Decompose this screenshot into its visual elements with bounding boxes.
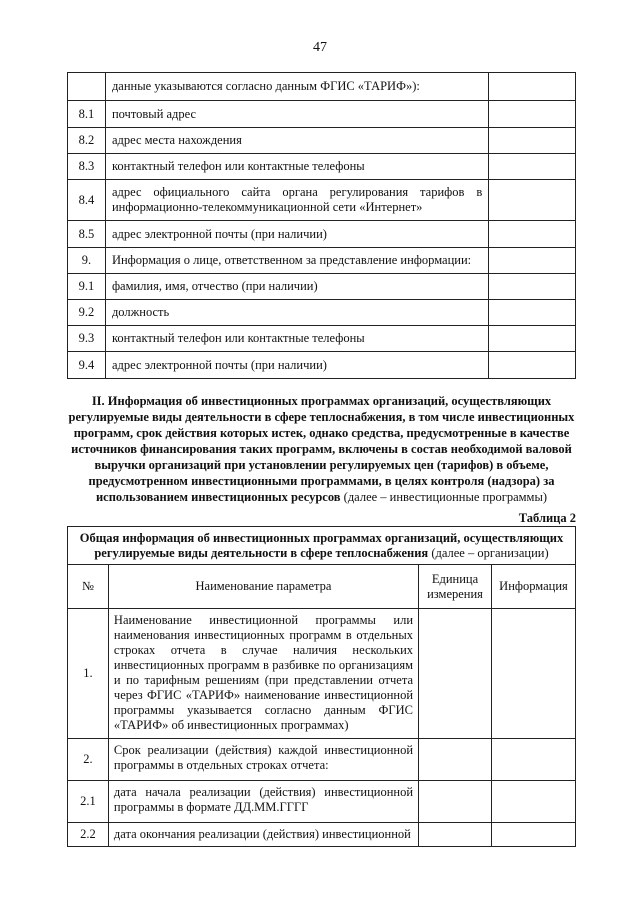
unit-cell[interactable] <box>419 609 492 739</box>
row-number: 1. <box>68 609 109 739</box>
row-number: 8.2 <box>68 128 106 154</box>
table-caption: Таблица 2 <box>518 511 576 525</box>
row-text: контактный телефон или контактные телефоны <box>105 154 488 180</box>
row-text: данные указываются согласно данным ФГИС «ТАРИФ»): <box>105 73 488 101</box>
investment-programs-table <box>67 526 576 847</box>
row-number: 9.2 <box>68 300 106 326</box>
row-number: 9.1 <box>68 274 106 300</box>
row-text: фамилия, имя, отчество (при наличии) <box>105 274 488 300</box>
row-text: почтовый адрес <box>105 101 488 128</box>
table-row <box>68 781 576 823</box>
row-text: Информация о лице, ответственном за представление информации: <box>105 248 488 274</box>
section-heading-bold: II. Информация об инвестиционных программах организаций, осуществляющих регулируемые виды деятельности в сфере теплоснабжения, в том числе инвестиционных программ, срок действия которых истек, однако средства, предусмотренные в качестве источников финансирования таких программ, включены в состав необходимой валовой выручки организаций при установлении регулируемых цен (тарифов) в объеме, предусмотренном инвестиционными программами, в целях контроля (надзора) за использованием инвестиционных ресурсов <box>68 394 575 504</box>
info-cell[interactable] <box>491 781 575 823</box>
row-text: адрес электронной почты (при наличии) <box>105 221 488 248</box>
row-text: Наименование инвестиционной программы или наименования инвестиционных программ в отдельных строках отчета в случае наличия нескольких инвестиционных программ в разбивке по организациям и по тарифным решениям (при представлении отчета через ФГИС «ТАРИФ» наименование инвестиционной программы указывается согласно данным ФГИС «ТАРИФ» об инвестиционных программах) <box>108 609 418 739</box>
info-cell[interactable] <box>489 101 576 128</box>
header-information: Информация <box>491 565 575 609</box>
info-cell[interactable] <box>489 300 576 326</box>
row-text: контактный телефон или контактные телефоны <box>105 326 488 352</box>
info-cell[interactable] <box>489 248 576 274</box>
row-number: 8.1 <box>68 101 106 128</box>
table-row <box>68 128 576 154</box>
page-number: 47 <box>313 40 327 55</box>
info-cell[interactable] <box>489 73 576 101</box>
header-number: № <box>68 565 109 609</box>
row-number <box>68 73 106 101</box>
table-row <box>68 248 576 274</box>
row-text: Срок реализации (действия) каждой инвестиционной программы в отдельных строках отчета: <box>108 739 418 781</box>
info-cell[interactable] <box>491 739 575 781</box>
row-text: должность <box>105 300 488 326</box>
info-cell[interactable] <box>489 154 576 180</box>
section-heading <box>67 393 576 505</box>
unit-cell[interactable] <box>419 739 492 781</box>
table-row <box>68 352 576 379</box>
table-row <box>68 73 576 101</box>
table-row <box>68 221 576 248</box>
row-number: 8.4 <box>68 180 106 221</box>
table-row <box>68 326 576 352</box>
row-number: 9. <box>68 248 106 274</box>
table-title-bold: Общая информация об инвестиционных программах организаций, осуществляющих регулируемые виды деятельности в сфере теплоснабжения <box>79 530 564 560</box>
info-cell[interactable] <box>491 823 575 847</box>
table-row <box>68 101 576 128</box>
row-number: 2. <box>68 739 109 781</box>
row-number: 2.1 <box>68 781 109 823</box>
row-number: 2.2 <box>68 823 109 847</box>
table-row <box>68 274 576 300</box>
table-row <box>68 609 576 739</box>
info-cell[interactable] <box>489 221 576 248</box>
info-cell[interactable] <box>489 352 576 379</box>
row-text: адрес места нахождения <box>105 128 488 154</box>
row-number: 9.3 <box>68 326 106 352</box>
info-cell[interactable] <box>489 274 576 300</box>
row-number: 8.5 <box>68 221 106 248</box>
table-row <box>68 300 576 326</box>
row-text: адрес официального сайта органа регулирования тарифов в информационно-телекоммуникационной сети «Интернет» <box>105 180 488 221</box>
info-cell[interactable] <box>489 326 576 352</box>
info-cell[interactable] <box>489 180 576 221</box>
section-heading-normal: (далее – инвестиционные программы) <box>340 490 548 504</box>
row-number: 9.4 <box>68 352 106 379</box>
row-text: дата начала реализации (действия) инвестиционной программы в формате ДД.ММ.ГГГГ <box>108 781 418 823</box>
header-parameter-name: Наименование параметра <box>108 565 418 609</box>
table-title <box>68 527 576 565</box>
table-title-normal: (далее – организации) <box>428 545 549 560</box>
table-row <box>68 154 576 180</box>
unit-cell[interactable] <box>419 823 492 847</box>
info-cell[interactable] <box>491 609 575 739</box>
info-cell[interactable] <box>489 128 576 154</box>
row-text: дата окончания реализации (действия) инвестиционной <box>108 823 418 847</box>
header-unit: Единица измерения <box>419 565 492 609</box>
unit-cell[interactable] <box>419 781 492 823</box>
table-row <box>68 180 576 221</box>
table-row <box>68 739 576 781</box>
info-table-continuation <box>67 72 576 379</box>
table-title-row <box>68 527 576 565</box>
row-number: 8.3 <box>68 154 106 180</box>
table-header-row <box>68 565 576 609</box>
table-row <box>68 823 576 847</box>
row-text: адрес электронной почты (при наличии) <box>105 352 488 379</box>
